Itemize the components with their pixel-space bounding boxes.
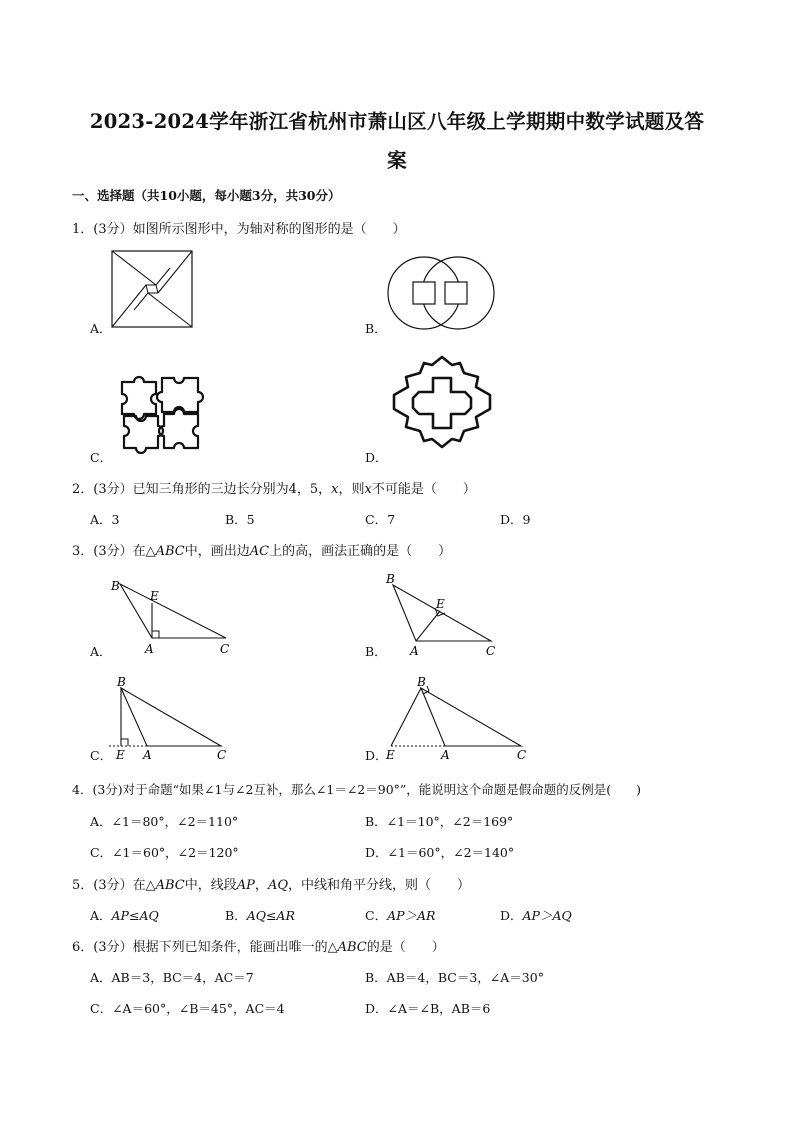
question-4-stem: 4．(3分)对于命题“如果∠1与∠2互补，那么∠1＝∠2＝90°”，能说明这个命题是假命题的反例是( ) <box>72 782 642 797</box>
q2-stem-part-b: ，则 <box>338 482 365 497</box>
q3-figure-c <box>107 674 237 762</box>
q5-separator: ， <box>254 878 268 893</box>
q5-segment-ap: AP <box>236 878 255 893</box>
q3-triangle-abc: ABC <box>155 544 185 559</box>
q4-option-b: B．∠1＝10°，∠2＝169° <box>365 814 514 829</box>
q6-option-b: B．AB＝4，BC＝3，∠A＝30° <box>365 970 544 985</box>
question-2-stem <box>72 478 476 497</box>
q3-option-c-label: C． <box>90 748 113 763</box>
q4-option-a: A．∠1＝80°，∠2＝110° <box>90 814 239 829</box>
section-heading-multiple-choice: 一、选择题（共10小题，每小题3分，共30分） <box>72 188 341 203</box>
q3c-label-c: C <box>217 748 227 762</box>
q3-side-ac: AC <box>249 544 270 559</box>
q2-option-c: C．7 <box>365 512 396 527</box>
q3b-label-b: B <box>386 572 395 586</box>
q3b-label-a: A <box>410 644 419 658</box>
q5-option-c: C．AP＞AR <box>365 908 436 923</box>
q3-figure-a <box>108 578 238 658</box>
q3d-label-e: E <box>386 748 395 762</box>
q3-option-a-label: A． <box>90 644 112 659</box>
q3-stem-part-b: 中，画出边 <box>184 544 250 559</box>
question-5-stem <box>72 874 470 893</box>
q3d-label-c: C <box>517 748 527 762</box>
q5-stem-part-b: 中，线段 <box>184 878 237 893</box>
document-title-line2: 案 <box>387 149 407 172</box>
q3-stem-part-c: 上的高，画法正确的是（ ） <box>269 544 452 559</box>
q3-figure-b <box>383 571 513 657</box>
q3a-label-c: C <box>220 642 230 656</box>
q2-option-a: A．3 <box>90 512 120 527</box>
q3b-label-e: E <box>436 597 445 611</box>
q1-figure-c-puzzle-pieces <box>116 372 208 454</box>
q3-option-d-label: D． <box>365 748 388 763</box>
q6-option-a: A．AB＝3，BC＝4，AC＝7 <box>90 970 254 985</box>
q1-figure-d-cross-emblem <box>387 354 497 452</box>
q2-option-b: B．5 <box>225 512 255 527</box>
q3d-label-b: B <box>417 675 426 689</box>
q5-segment-aq: AQ <box>267 878 288 893</box>
question-6-stem <box>72 936 445 955</box>
q6-triangle-abc: ABC <box>337 940 367 955</box>
q3b-label-c: C <box>486 644 496 658</box>
q6-option-d: D．∠A＝∠B，AB＝6 <box>365 1001 491 1016</box>
q3-stem-part-a: 3．(3分）在△ <box>72 544 156 559</box>
q3-figure-d <box>383 674 528 762</box>
q3c-label-e: E <box>116 748 125 762</box>
q3-option-b-label: B． <box>365 644 387 659</box>
question-3-stem <box>72 540 451 559</box>
q6-stem-part-b: 的是（ ） <box>366 940 445 955</box>
q5-stem-part-c: ，中线和角平分线，则（ ） <box>287 878 470 893</box>
q5-triangle-abc: ABC <box>155 878 185 893</box>
q3d-label-a: A <box>441 748 450 762</box>
q1-option-a-label: A． <box>90 321 112 336</box>
q1-option-c-label: C． <box>90 450 113 465</box>
q1-option-b-label: B． <box>365 321 387 336</box>
q5-stem-part-a: 5．(3分）在△ <box>72 878 156 893</box>
q3c-label-a: A <box>143 748 152 762</box>
document-title-line1: 2023-2024学年浙江省杭州市萧山区八年级上学期期中数学试题及答 <box>89 110 705 133</box>
question-1-stem: 1．(3分）如图所示图形中，为轴对称的图形的是（ ） <box>72 222 406 237</box>
q3a-label-b: B <box>111 579 120 593</box>
q1-figure-a-pinwheel <box>111 250 193 328</box>
q6-option-c: C．∠A＝60°，∠B＝45°，AC＝4 <box>90 1001 285 1016</box>
q5-option-a: A．AP≤AQ <box>90 908 159 923</box>
q2-stem-part-c: 不可能是（ ） <box>371 482 476 497</box>
q4-option-d: D．∠1＝60°，∠2＝140° <box>365 845 515 860</box>
q6-stem-part-a: 6．(3分）根据下列已知条件，能画出唯一的△ <box>72 940 338 955</box>
q2-option-d: D．9 <box>500 512 531 527</box>
q5-option-b: B．AQ≤AR <box>225 908 295 923</box>
q5-option-d: D．AP＞AQ <box>500 908 572 923</box>
q2-stem-part-a: 2．(3分）已知三角形的三边长分别为4，5， <box>72 482 332 497</box>
q3a-label-e: E <box>150 589 159 603</box>
q2-variable-x-2: x <box>364 482 372 497</box>
q3c-label-b: B <box>117 675 126 689</box>
q2-variable-x: x <box>331 482 339 497</box>
q1-figure-b-interlocking-circles <box>386 254 496 334</box>
q1-option-d-label: D． <box>365 450 388 465</box>
q3a-label-a: A <box>145 642 154 656</box>
q4-option-c: C．∠1＝60°，∠2＝120° <box>90 845 239 860</box>
